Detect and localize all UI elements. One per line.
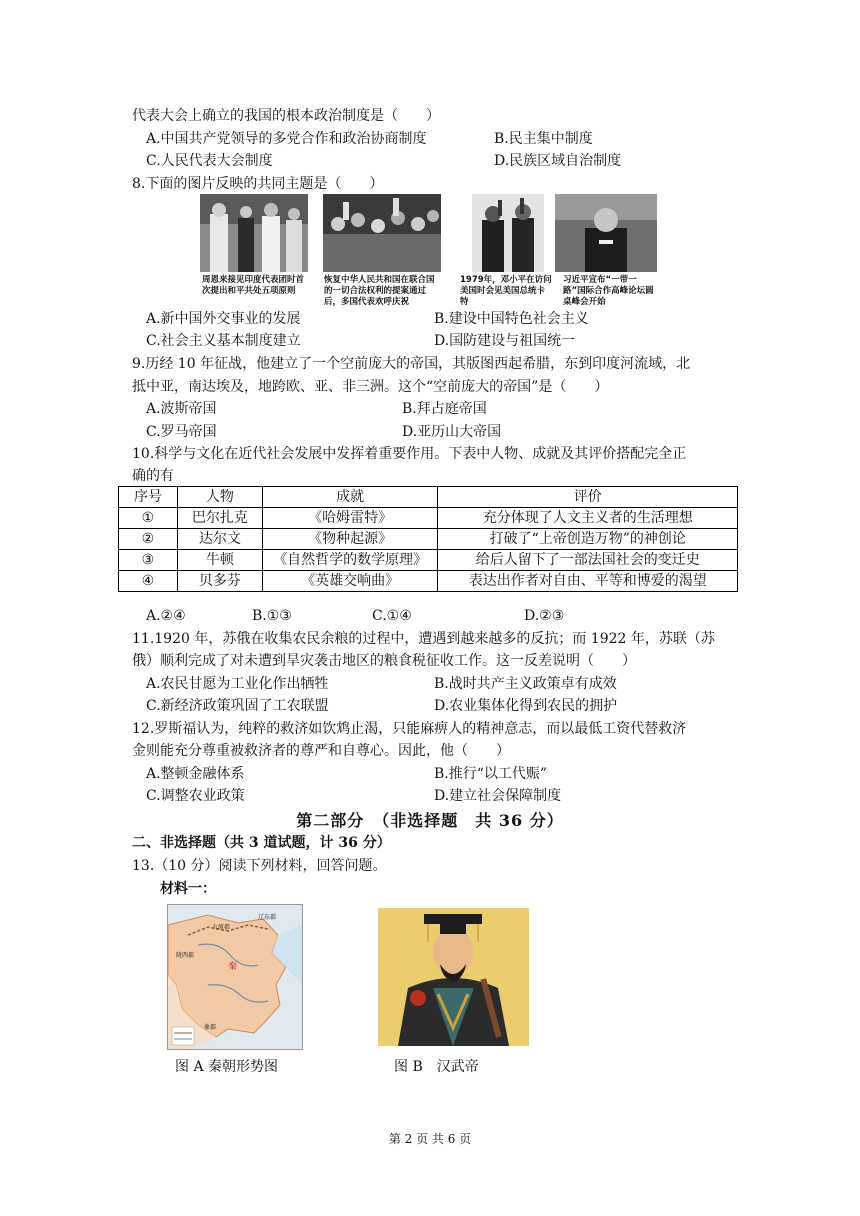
q11-option-c[interactable]: C.新经济政策巩固了工农联盟: [146, 698, 329, 714]
q10-stem-line2: 确的有: [132, 468, 174, 484]
q7-option-a[interactable]: A.中国共产党领导的多党合作和政治协商制度: [146, 131, 427, 147]
table-header: 人物: [177, 487, 262, 508]
photo-deng-xiaoping: [472, 194, 544, 272]
q10-table: [118, 486, 738, 592]
q8-caption-2: 恢复中华人民共和国在联合国的一切合法权利的提案通过后，多国代表欢呼庆祝: [324, 275, 435, 307]
q12-option-c[interactable]: C.调整农业政策: [146, 788, 245, 804]
map-label-qin: 秦: [228, 962, 238, 972]
table-cell: 《自然哲学的数学原理》: [262, 550, 438, 571]
q8-caption-3: 1979年，邓小平在访问美国时会见美国总统卡特: [460, 275, 552, 307]
table-row: [119, 571, 738, 592]
table-row: [119, 508, 738, 529]
photo-un-seat: [323, 194, 441, 272]
q11-option-a[interactable]: A.农民甘愿为工业化作出牺牲: [146, 676, 329, 692]
qin-map-figure: [167, 904, 303, 1050]
q11-stem-line1: 11.1920 年，苏俄在收集农民余粮的过程中，遭遇到越来越多的反抗；而 1922 年，苏联（苏: [132, 631, 715, 647]
q7-option-b[interactable]: B.民主集中制度: [494, 131, 593, 147]
q7-stem: 代表大会上确立的我国的根本政治制度是（ ）: [132, 108, 440, 124]
table-cell: 打破了“上帝创造万物”的神创论: [438, 529, 738, 550]
table-cell: ③: [119, 550, 178, 571]
q12-option-a[interactable]: A.整顿金融体系: [146, 766, 245, 782]
q8-option-c[interactable]: C.社会主义基本制度建立: [146, 333, 301, 349]
table-cell: 贝多芬: [177, 571, 262, 592]
map-label-jiuyuan: 九原郡: [212, 924, 231, 931]
map-label-longxi: 陇西郡: [176, 952, 195, 959]
table-header: 成就: [262, 487, 438, 508]
table-cell: 充分体现了人文主义者的生活理想: [438, 508, 738, 529]
q12-option-d[interactable]: D.建立社会保障制度: [434, 788, 562, 804]
q8-option-d[interactable]: D.国防建设与祖国统一: [434, 333, 576, 349]
q9-option-c[interactable]: C.罗马帝国: [146, 424, 217, 440]
fig-b-caption: 图 B 汉武帝: [394, 1059, 479, 1075]
map-label-xiangjun: 象郡: [204, 1024, 217, 1031]
q10-stem-line1: 10.科学与文化在近代社会发展中发挥着重要作用。下表中人物、成就及其评价搭配完全正: [132, 446, 687, 462]
table-header: 评价: [438, 487, 738, 508]
table-cell: ①: [119, 508, 178, 529]
table-cell: 《英雄交响曲》: [262, 571, 438, 592]
photo-xi-jinping: [555, 194, 657, 272]
q8-option-b[interactable]: B.建设中国特色社会主义: [434, 311, 589, 327]
table-cell: 牛顿: [177, 550, 262, 571]
q11-stem-line2: 俄）顺利完成了对未遭到旱灾袭击地区的粮食税征收工作。这一反差说明（ ）: [132, 653, 636, 669]
q7-option-d[interactable]: D.民族区域自治制度: [494, 153, 622, 169]
q8-caption-1: 周恩来接见印度代表团时首次提出和平共处五项原则: [202, 275, 305, 296]
table-header: 序号: [119, 487, 178, 508]
table-row: [119, 550, 738, 571]
q13-material-label: 材料一：: [160, 881, 216, 897]
q11-option-b[interactable]: B.战时共产主义政策卓有成效: [434, 676, 617, 692]
q11-option-d[interactable]: D.农业集体化得到农民的拥护: [434, 698, 618, 714]
table-cell: 达尔文: [177, 529, 262, 550]
q9-option-b[interactable]: B.拜占庭帝国: [402, 401, 487, 417]
table-cell: 巴尔扎克: [177, 508, 262, 529]
q12-stem-line1: 12.罗斯福认为，纯粹的救济如饮鸩止渴，只能麻痹人的精神意志，而以最低工资代替救济: [132, 721, 687, 737]
q9-option-d[interactable]: D.亚历山大帝国: [402, 424, 502, 440]
table-row: [119, 529, 738, 550]
part2-title: 第二部分 （非选择题 共 36 分）: [296, 811, 564, 830]
table-cell: ②: [119, 529, 178, 550]
emperor-figure: [378, 908, 529, 1046]
q12-stem-line2: 金则能充分尊重被救济者的尊严和自尊心。因此，他（ ）: [132, 743, 510, 759]
q7-option-c[interactable]: C.人民代表大会制度: [146, 153, 273, 169]
map-label-liaodong: 辽东郡: [258, 914, 277, 921]
photo-zhou-enlai: [200, 194, 308, 272]
q8-option-a[interactable]: A.新中国外交事业的发展: [146, 311, 301, 327]
q9-option-a[interactable]: A.波斯帝国: [146, 401, 217, 417]
table-cell: 表达出作者对自由、平等和博爱的渴望: [438, 571, 738, 592]
q9-stem-line1: 9.历经 10 年征战，他建立了一个空前庞大的帝国，其版图西起希腊，东到印度河流域，北: [132, 356, 691, 372]
q10-option-b[interactable]: B.①③: [252, 608, 292, 624]
q8-stem: 8.下面的图片反映的共同主题是（ ）: [132, 176, 384, 192]
q10-option-a[interactable]: A.②④: [146, 608, 186, 624]
table-cell: 给后人留下了一部法国社会的变迁史: [438, 550, 738, 571]
q9-stem-line2: 抵中亚，南达埃及，地跨欧、亚、非三洲。这个“空前庞大的帝国”是（ ）: [132, 379, 609, 395]
table-cell: ④: [119, 571, 178, 592]
q10-option-d[interactable]: D.②③: [524, 608, 565, 624]
q8-caption-4: 习近平宣布“一带一路”国际合作高峰论坛圆桌峰会开始: [563, 275, 654, 307]
table-header-row: [119, 487, 738, 508]
q13-stem: 13.（10 分）阅读下列材料，回答问题。: [132, 858, 387, 874]
q12-option-b[interactable]: B.推行“以工代赈”: [434, 766, 548, 782]
page-footer: 第 2 页 共 6 页: [388, 1132, 472, 1146]
table-cell: 《哈姆雷特》: [262, 508, 438, 529]
part2-heading: 二、非选择题（共 3 道试题，计 36 分）: [132, 835, 391, 851]
q10-option-c[interactable]: C.①④: [372, 608, 412, 624]
fig-a-caption: 图 A 秦朝形势图: [175, 1059, 279, 1075]
table-cell: 《物种起源》: [262, 529, 438, 550]
